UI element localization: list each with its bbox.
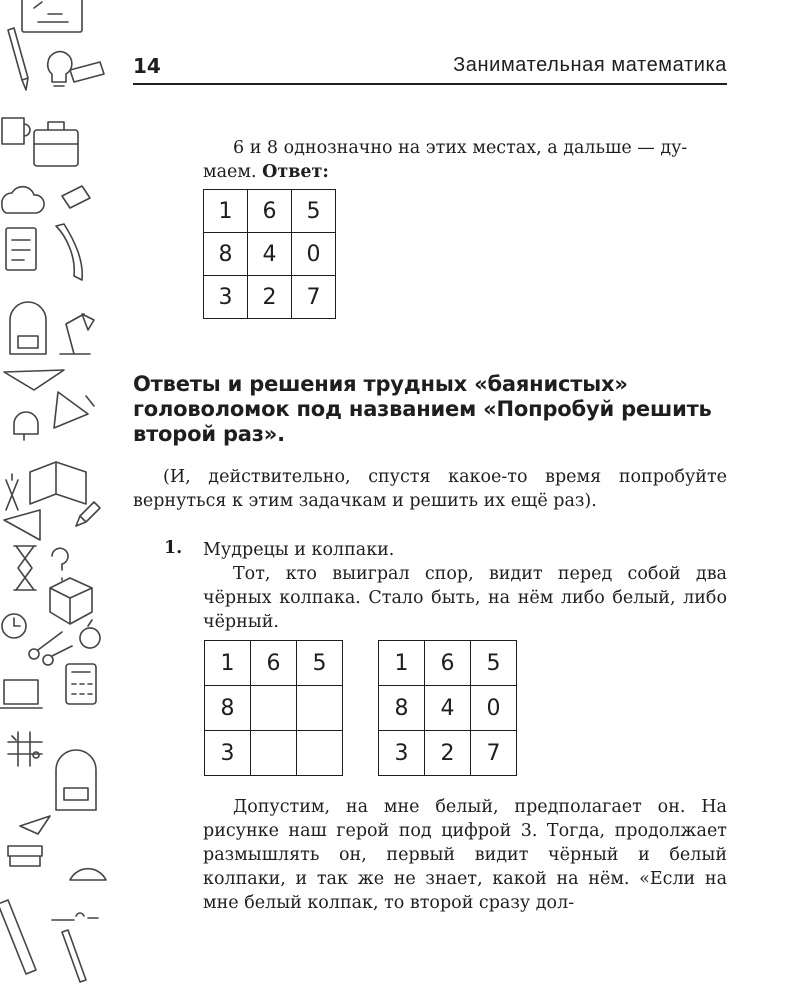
briefcase-icon [34, 122, 78, 166]
grid-cell: 4 [248, 233, 292, 276]
full-grid [378, 640, 517, 776]
answer-label: Ответ: [262, 162, 329, 182]
cloud-icon [2, 187, 44, 213]
chalkboard-icon [22, 0, 82, 32]
page-number: 14 [133, 54, 161, 78]
grid-cell: 6 [251, 641, 297, 686]
item-paragraph-2: Допустим, на мне белый, предполагает он. На рисунке наш герой под цифрой 3. Тогда, продолжает размышлять он, первый видит чёрный и белый колпаки, и так же не знает, какой на нём. «Если на мне белый колпак, то второй сразу дол- [203, 797, 727, 913]
grid-cell: 8 [379, 686, 425, 731]
grid-cell: 3 [204, 276, 248, 319]
laptop-icon [0, 680, 42, 708]
header-rule [133, 83, 727, 85]
setsquare-icon [4, 510, 40, 540]
grid-cell: 5 [297, 641, 343, 686]
clock-icon [2, 614, 26, 638]
compass-icon [6, 474, 18, 510]
grid-cell: 4 [425, 686, 471, 731]
ruler-icon [70, 62, 104, 82]
answer-grid [203, 189, 336, 319]
grid-cell: 2 [425, 731, 471, 776]
triangle-ruler-icon [4, 370, 64, 390]
pen-icon [62, 930, 86, 982]
calculator-icon [66, 664, 96, 704]
grid-cell: 8 [205, 686, 251, 731]
cube-icon [50, 578, 92, 624]
pencil-icon [8, 28, 28, 90]
item-paragraph-1: Тот, кто выиграл спор, видит перед собой два чёрных колпака. Стало быть, на нём либо белый, либо чёрный. [203, 564, 727, 632]
grid-cell: 0 [471, 686, 517, 731]
grid-cell: 1 [205, 641, 251, 686]
partial-grid [204, 640, 343, 776]
grid-cell: 3 [379, 731, 425, 776]
backpack-icon [10, 302, 46, 354]
open-book-icon [30, 462, 86, 504]
grid-cell [251, 731, 297, 776]
eraser-icon [62, 186, 90, 208]
grid-cell [297, 686, 343, 731]
mug-icon [2, 118, 30, 144]
geometry-icon [54, 392, 94, 428]
tic-tac-toe-icon [8, 732, 42, 766]
grid-cell: 1 [204, 190, 248, 233]
intro-line-1: 6 и 8 однозначно на этих местах, а дальше — ду- [233, 138, 688, 158]
grid-cell: 6 [425, 641, 471, 686]
protractor-icon [70, 869, 106, 880]
book-stack-icon [8, 846, 42, 866]
pencil-icon-2 [76, 502, 100, 526]
grid-cell [297, 731, 343, 776]
formula-icon [52, 913, 98, 920]
grid-cell: 7 [292, 276, 336, 319]
grid-cell: 6 [248, 190, 292, 233]
question-mark-icon [52, 548, 68, 580]
doodle-border [0, 0, 108, 1000]
running-head [133, 50, 727, 82]
grid-cell: 5 [292, 190, 336, 233]
ruler-icon-2 [0, 900, 36, 974]
hourglass-icon [14, 546, 36, 590]
book-title: Занимательная математика [453, 54, 727, 76]
section-heading: Ответы и решения трудных «баянистых» головоломок под названием «Попробуй решить второй раз». [133, 372, 712, 446]
item-title: Мудрецы и колпаки. [203, 540, 395, 560]
item-number: 1. [164, 538, 183, 558]
grid-cell: 1 [379, 641, 425, 686]
grid-cell: 7 [471, 731, 517, 776]
grid-cell: 5 [471, 641, 517, 686]
grid-cell: 0 [292, 233, 336, 276]
bell-icon [14, 412, 38, 440]
scroll-icon [56, 224, 82, 280]
grid-cell: 3 [205, 731, 251, 776]
section-note: (И, действительно, спустя какое-то время попробуйте вернуться к этим задачкам и решить их ещё раз). [133, 467, 727, 511]
grid-cell: 2 [248, 276, 292, 319]
paper-plane-icon [20, 816, 50, 834]
backpack-icon-2 [56, 750, 96, 810]
desk-lamp-icon [60, 314, 94, 354]
intro-text: маем. [203, 162, 263, 182]
grid-cell [251, 686, 297, 731]
lightbulb-icon [48, 52, 72, 86]
notebook-icon [6, 228, 36, 270]
grid-cell: 8 [204, 233, 248, 276]
intro-line-2 [203, 160, 723, 184]
apple-icon [80, 620, 100, 648]
scissors-icon [29, 632, 72, 665]
